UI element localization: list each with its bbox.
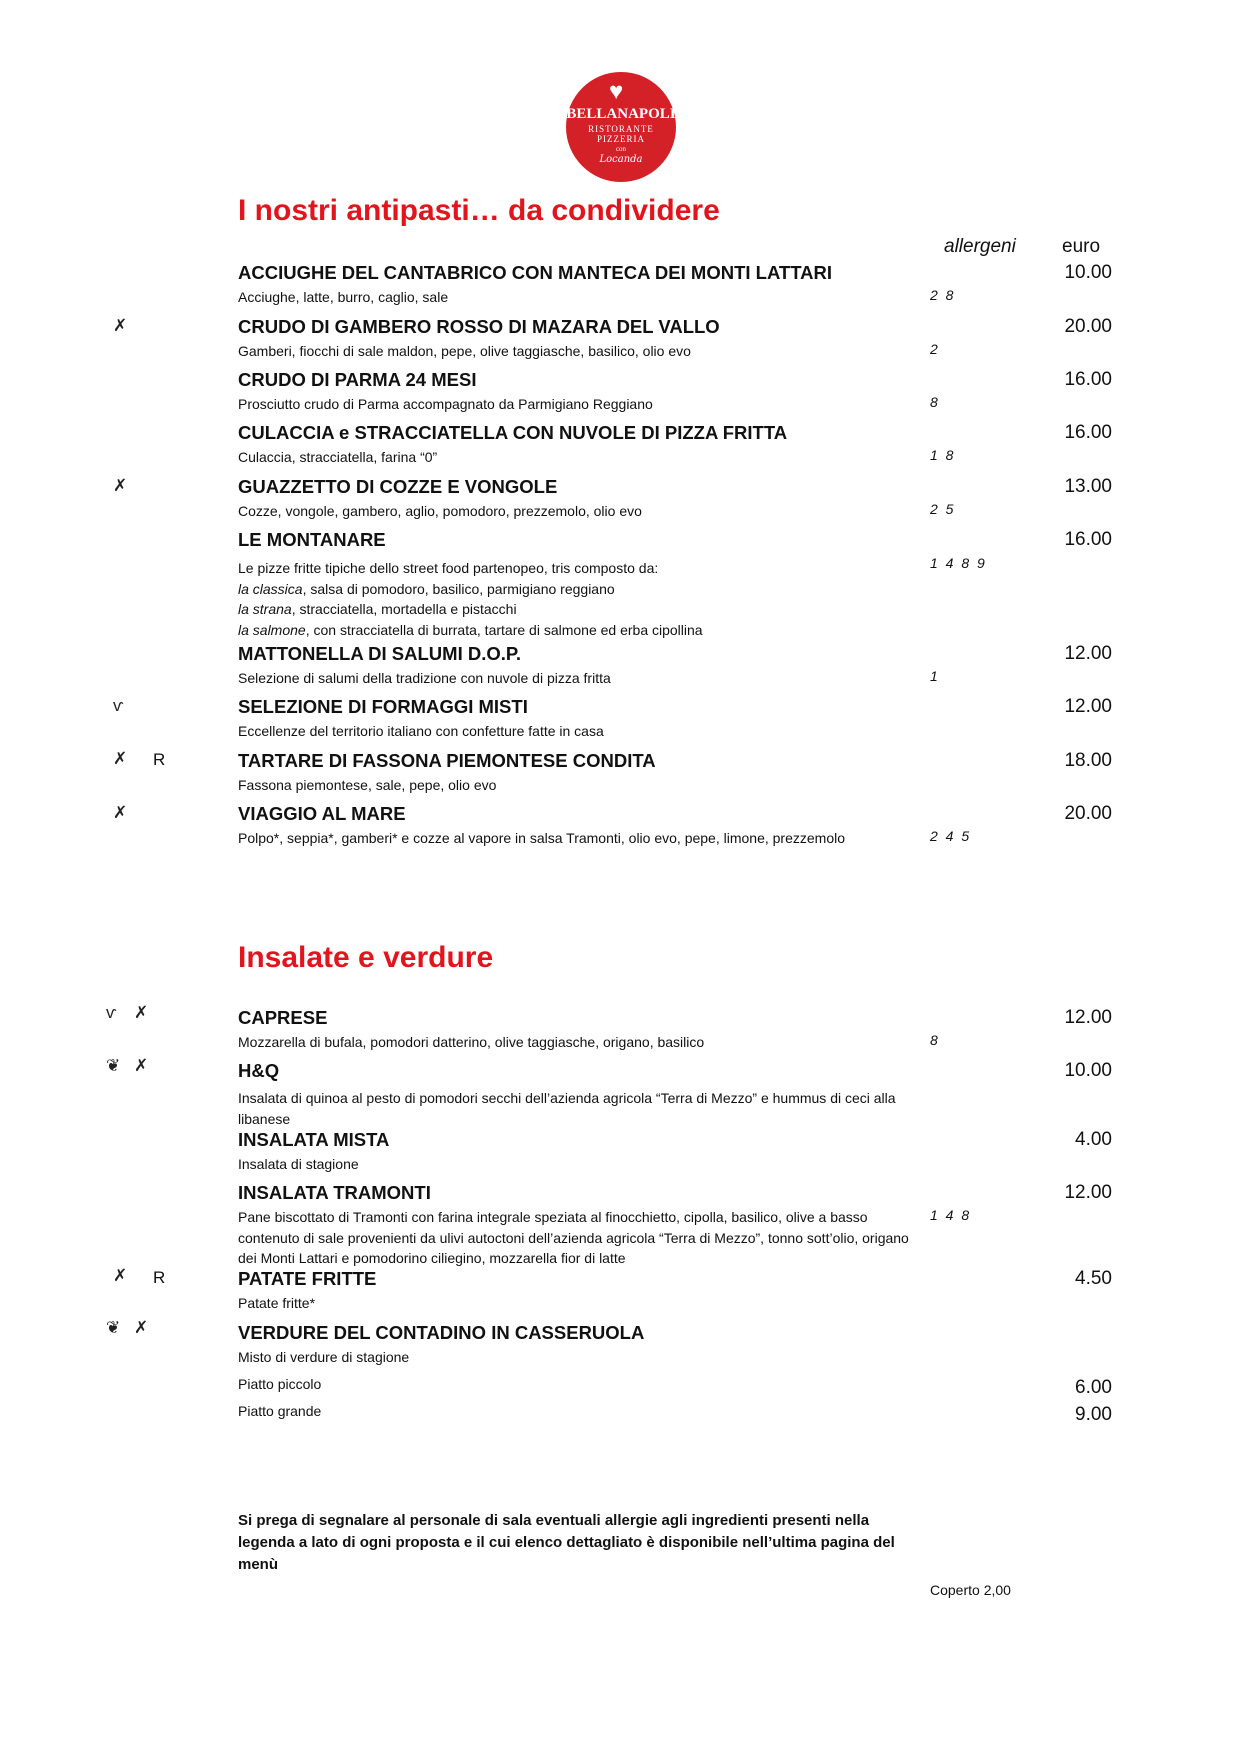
- option-name: la classica: [238, 580, 303, 597]
- menu-item-price: 12.00: [1064, 1182, 1112, 1203]
- menu-item-desc: Polpo*, seppia*, gamberi* e cozze al vapore in salsa Tramonti, olio evo, pepe, limone, prezzemolo: [238, 830, 845, 846]
- menu-item-allergens: 1 4 8: [930, 1207, 972, 1223]
- montanare-option: [238, 579, 918, 600]
- menu-item-allergens: 2: [930, 341, 940, 357]
- menu-item-desc: Selezione di salumi della tradizione con nuvole di pizza fritta: [238, 670, 611, 686]
- heart-icon: ♥: [609, 78, 624, 105]
- r-marker: R: [153, 1268, 166, 1287]
- menu-item-price: 20.00: [1064, 316, 1112, 337]
- antipasti-title: I nostri antipasti… da condividere: [238, 194, 720, 227]
- menu-item-name: ACCIUGHE DEL CANTABRICO CON MANTECA DEI MONTI LATTARI: [238, 262, 833, 283]
- allergeni-header: allergeni: [944, 236, 1016, 257]
- option-desc: , con stracciatella di burrata, tartare di salmone ed erba cipollina: [305, 621, 703, 638]
- logo-name: BELLANAPOLI: [566, 106, 676, 122]
- menu-item-price: 4.50: [1075, 1268, 1112, 1289]
- allergy-notice: Si prega di segnalare al personale di sala eventuali allergie agli ingredienti presenti nella legenda a lato di ogni proposta e il cui elenco dettagliato è disponibile nell’ultima pagina del menù: [238, 1512, 895, 1573]
- menu-item-desc: Pane biscottato di Tramonti con farina integrale speziata al finocchietto, cipolla, basilico, olive a basso contenuto di sale provenienti da ulivi autoctoni dell’azienda agricola “Terra di Mezzo”, tonno sott’olio, origano dei Monti Lattari e pomodorino ciliegino, mozzarella fior di latte: [238, 1209, 909, 1266]
- menu-item-name: CRUDO DI PARMA 24 MESI: [238, 369, 477, 390]
- vegetarian-icon: ⱱ: [113, 696, 124, 715]
- option-desc: , stracciatella, mortadella e pistacchi: [291, 601, 517, 617]
- menu-item-name: SELEZIONE DI FORMAGGI MISTI: [238, 696, 528, 717]
- menu-item-name: H&Q: [238, 1060, 280, 1081]
- gluten-free-icon: ✗: [113, 316, 128, 335]
- logo-line1: RISTORANTE: [588, 124, 654, 134]
- gluten-free-icon: ✗: [113, 476, 128, 495]
- menu-item-name: PATATE FRITTE: [238, 1268, 377, 1289]
- menu-item-desc: Cozze, vongole, gambero, aglio, pomodoro, prezzemolo, olio evo: [238, 503, 642, 519]
- menu-item-allergens: 1: [930, 668, 940, 684]
- restaurant-logo: [566, 72, 676, 182]
- menu-item-price: 12.00: [1064, 696, 1112, 717]
- menu-item-price: 10.00: [1064, 262, 1112, 283]
- menu-item-desc: Insalata di stagione: [238, 1156, 359, 1172]
- menu-item-price: 16.00: [1064, 529, 1112, 550]
- menu-item-allergens: 2 8: [930, 287, 956, 303]
- menu-item-desc: [238, 558, 918, 640]
- menu-item-desc: Gamberi, fiocchi di sale maldon, pepe, olive taggiasche, basilico, olio evo: [238, 343, 691, 359]
- gluten-free-icon: ✗: [113, 1266, 128, 1285]
- menu-item-name: INSALATA TRAMONTI: [238, 1182, 431, 1203]
- menu-item-price: 4.00: [1075, 1129, 1112, 1150]
- menu-item-name: VERDURE DEL CONTADINO IN CASSERUOLA: [238, 1322, 645, 1343]
- menu-item-desc: Mozzarella di bufala, pomodori datterino, olive taggiasche, origano, basilico: [238, 1034, 705, 1050]
- logo-line3: con: [615, 145, 627, 153]
- menu-item-desc: Eccellenze del territorio italiano con confetture fatte in casa: [238, 723, 604, 739]
- menu-item-name: MATTONELLA DI SALUMI D.O.P.: [238, 643, 521, 664]
- logo-line4: Locanda: [599, 154, 643, 165]
- option-label: Piatto piccolo: [238, 1376, 322, 1392]
- option-name: la strana: [238, 601, 292, 617]
- menu-item-price: 10.00: [1064, 1060, 1112, 1081]
- option-label: Piatto grande: [238, 1403, 322, 1419]
- menu-item-allergens: 1 8: [930, 447, 956, 463]
- montanare-option: [238, 599, 918, 620]
- menu-item-desc: Acciughe, latte, burro, caglio, sale: [238, 289, 449, 305]
- menu-item-name: CRUDO DI GAMBERO ROSSO DI MAZARA DEL VALLO: [238, 316, 720, 337]
- menu-item-name: VIAGGIO AL MARE: [238, 803, 406, 824]
- menu-item-desc: Patate fritte*: [238, 1295, 316, 1311]
- menu-item-price: 12.00: [1064, 1007, 1112, 1028]
- menu-item-name: CAPRESE: [238, 1007, 328, 1028]
- coperto-charge: Coperto 2,00: [930, 1582, 1011, 1598]
- logo-line2: PIZZERIA: [597, 134, 645, 144]
- montanare-intro: Le pizze fritte tipiche dello street food partenopeo, tris composto da:: [238, 560, 659, 576]
- menu-item-price: 16.00: [1064, 422, 1112, 443]
- euro-header: euro: [1062, 236, 1101, 257]
- menu-item-allergens: 2 4 5: [930, 828, 972, 844]
- menu-item-name: CULACCIA e STRACCIATELLA CON NUVOLE DI PIZZA FRITTA: [238, 422, 788, 443]
- menu-item-allergens: 1 4 8 9: [930, 555, 987, 571]
- option-name: la salmone: [238, 621, 306, 638]
- menu-item-desc: Fassona piemontese, sale, pepe, olio evo: [238, 777, 497, 793]
- vegan-icon: ❦: [106, 1056, 121, 1075]
- option-price: 9.00: [1075, 1404, 1112, 1425]
- menu-item-price: 18.00: [1064, 750, 1112, 771]
- menu-item-name: LE MONTANARE: [238, 529, 386, 550]
- menu-item-allergens: 8: [930, 1032, 940, 1048]
- gluten-free-icon: ✗: [134, 1003, 149, 1022]
- gluten-free-icon: ✗: [134, 1056, 149, 1075]
- menu-item-price: 16.00: [1064, 369, 1112, 390]
- insalate-title: Insalate e verdure: [238, 941, 494, 974]
- menu-item-name: TARTARE DI FASSONA PIEMONTESE CONDITA: [238, 750, 656, 771]
- menu-item-allergens: 8: [930, 394, 940, 410]
- gluten-free-icon: ✗: [113, 803, 128, 822]
- gluten-free-icon: ✗: [113, 749, 128, 768]
- r-marker: R: [153, 750, 166, 769]
- option-desc: , salsa di pomodoro, basilico, parmigiano reggiano: [302, 580, 615, 597]
- option-price: 6.00: [1075, 1377, 1112, 1398]
- menu-item-price: 20.00: [1064, 803, 1112, 824]
- menu-item-price: 13.00: [1064, 476, 1112, 497]
- menu-item-desc: Culaccia, stracciatella, farina “0”: [238, 449, 438, 465]
- menu-item-desc: Prosciutto crudo di Parma accompagnato da Parmigiano Reggiano: [238, 396, 653, 412]
- menu-item-name: INSALATA MISTA: [238, 1129, 390, 1150]
- montanare-option: [238, 620, 918, 641]
- vegetarian-icon: ⱱ: [106, 1003, 117, 1022]
- menu-item-price: 12.00: [1064, 643, 1112, 664]
- menu-item-name: GUAZZETTO DI COZZE E VONGOLE: [238, 476, 558, 497]
- gluten-free-icon: ✗: [134, 1318, 149, 1337]
- menu-item-desc: Misto di verdure di stagione: [238, 1349, 410, 1365]
- menu-item-desc: Insalata di quinoa al pesto di pomodori secchi dell’azienda agricola “Terra di Mezzo” e hummus di ceci alla libanese: [238, 1090, 896, 1127]
- menu-item-allergens: 2 5: [930, 501, 956, 517]
- vegan-icon: ❦: [106, 1318, 121, 1337]
